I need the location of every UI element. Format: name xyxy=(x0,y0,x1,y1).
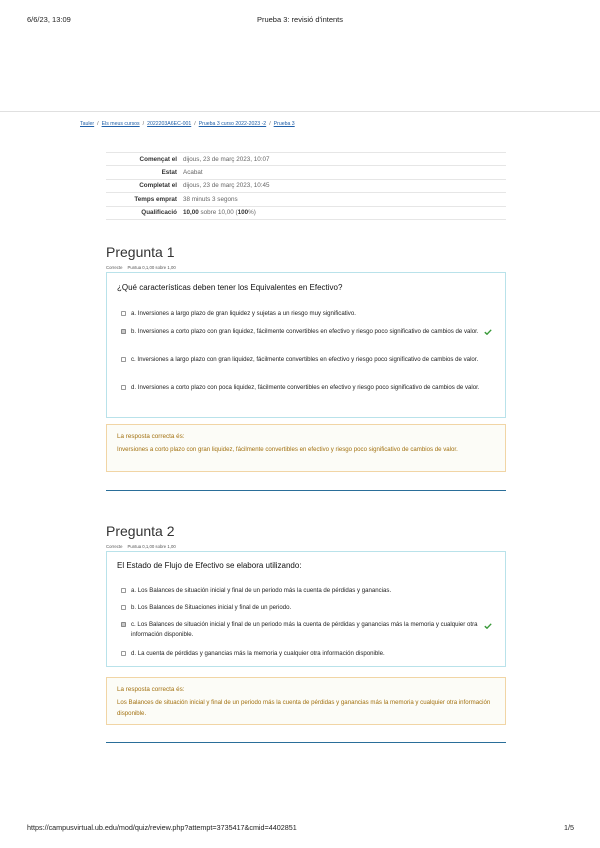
correct-check-icon xyxy=(484,329,492,335)
option-text: b. Inversiones a corto plazo con gran liquidez, fácilmente convertibles en efectivo y riesgo poco significativo de cambios de valor. xyxy=(131,328,479,335)
checkbox[interactable] xyxy=(121,385,126,390)
question-1-meta xyxy=(106,265,181,270)
answer-option[interactable] xyxy=(121,586,481,596)
answer-option[interactable] xyxy=(121,327,481,337)
feedback-label: La resposta correcta és: xyxy=(117,686,185,693)
answer-option[interactable] xyxy=(121,383,481,393)
breadcrumb-separator: / xyxy=(97,121,99,127)
question-1-title: Pregunta 1 xyxy=(106,244,175,260)
question-points: Puntua 0,1,00 sobre 1,00 xyxy=(127,544,176,549)
header-divider xyxy=(0,111,600,112)
attempt-summary-table xyxy=(106,152,506,220)
print-datetime: 6/6/23, 13:09 xyxy=(27,15,71,24)
grade-percent: 100 xyxy=(237,209,249,217)
grade-out-of: sobre 10,00 ( xyxy=(198,209,238,217)
summary-key: Qualificació xyxy=(106,206,183,219)
checkbox-checked[interactable] xyxy=(121,622,126,627)
summary-row xyxy=(106,153,506,166)
question-2-box xyxy=(106,551,506,667)
question-1-box xyxy=(106,272,506,418)
question-status: Correcte xyxy=(106,544,123,549)
breadcrumb-section-link[interactable]: Prueba 3 curso 2022-2023 -2 xyxy=(198,121,267,127)
question-1-text: ¿Qué características deben tener los Equivalentes en Efectivo? xyxy=(117,283,343,292)
checkbox[interactable] xyxy=(121,588,126,593)
question-2-feedback xyxy=(106,677,506,725)
print-page-title: Prueba 3: revisió d'intents xyxy=(256,15,344,24)
question-2-text: El Estado de Flujo de Efectivo se elabora utilizando: xyxy=(117,561,302,570)
breadcrumb-course-link[interactable]: 2022203A6EC-001 xyxy=(147,121,192,127)
answer-option[interactable] xyxy=(121,620,481,641)
breadcrumb-separator: / xyxy=(194,121,196,127)
option-text: c. Inversiones a largo plazo con gran liquidez, fácilmente convertibles en efectivo y riesgo poco significativo de cambios de valor. xyxy=(131,356,479,363)
summary-row xyxy=(106,193,506,206)
option-text: a. Los Balances de situación inicial y final de un periodo más la cuenta de pérdidas y ganancias. xyxy=(131,587,392,594)
breadcrumb-my-courses-link[interactable]: Els meus cursos xyxy=(101,121,140,127)
answer-option[interactable] xyxy=(121,649,481,659)
breadcrumb-separator: / xyxy=(269,121,271,127)
question-2-title: Pregunta 2 xyxy=(106,523,175,539)
breadcrumb-separator: / xyxy=(142,121,145,127)
question-separator xyxy=(106,490,506,491)
grade-score: 10,00 xyxy=(183,209,199,217)
print-page-number: 1/5 xyxy=(564,823,574,832)
summary-row xyxy=(106,179,506,192)
answer-option[interactable] xyxy=(121,355,481,365)
summary-key: Completat el xyxy=(106,179,183,192)
option-text: a. Inversiones a largo plazo de gran liquidez y sujetas a un riesgo muy significativo. xyxy=(131,310,356,317)
option-text: d. La cuenta de pérdidas y ganancias más la memoria y cualquier otra información disponible. xyxy=(131,650,385,657)
grade-percent-suffix: %) xyxy=(248,209,256,217)
checkbox[interactable] xyxy=(121,311,126,316)
summary-value: 38 minuts 3 segons xyxy=(183,193,506,206)
feedback-text: Inversiones a corto plazo con gran liquidez, fácilmente convertibles en efectivo y riesgo poco significativo de cambios de valor. xyxy=(117,446,458,453)
checkbox[interactable] xyxy=(121,357,126,362)
summary-key: Començat el xyxy=(106,153,183,166)
answer-option[interactable] xyxy=(121,309,481,319)
checkbox[interactable] xyxy=(121,651,126,656)
option-text: d. Inversiones a corto plazo con poca liquidez, fácilmente convertibles en efectivo y riesgo poco significativo de cambios de valor. xyxy=(131,384,480,391)
feedback-text: Los Balances de situación inicial y final de un periodo más la cuenta de pérdidas y ganancias más la memoria y cualquier otra información disponible. xyxy=(117,699,491,717)
summary-grade-value xyxy=(183,206,506,219)
breadcrumb xyxy=(80,121,295,127)
checkbox-checked[interactable] xyxy=(121,329,126,334)
question-separator xyxy=(106,742,506,743)
question-1-feedback xyxy=(106,424,506,472)
print-url: https://campusvirtual.ub.edu/mod/quiz/review.php?attempt=3735417&cmid=4402851 xyxy=(27,823,297,832)
breadcrumb-quiz-link[interactable]: Prueba 3 xyxy=(273,121,295,127)
summary-value: Acabat xyxy=(183,166,506,179)
checkbox[interactable] xyxy=(121,605,126,610)
question-points: Puntua 0,1,00 sobre 1,00 xyxy=(127,265,176,270)
breadcrumb-dashboard-link[interactable]: Tauler xyxy=(80,121,95,127)
summary-value: dijous, 23 de març 2023, 10:45 xyxy=(183,179,506,192)
summary-row xyxy=(106,166,506,179)
option-text: c. Los Balances de situación inicial y final de un periodo más la cuenta de pérdidas y ganancias más la memoria y cualquier otra información disponible. xyxy=(131,621,478,639)
question-status: Correcte xyxy=(106,265,123,270)
question-2-meta xyxy=(106,544,181,549)
correct-check-icon xyxy=(484,623,492,629)
summary-value: dijous, 23 de març 2023, 10:07 xyxy=(183,153,506,166)
answer-option[interactable] xyxy=(121,603,481,613)
summary-key: Temps emprat xyxy=(106,193,183,206)
summary-key: Estat xyxy=(106,166,183,179)
summary-row xyxy=(106,206,506,219)
option-text: b. Los Balances de Situaciones inicial y final de un periodo. xyxy=(131,604,292,611)
feedback-label: La resposta correcta és: xyxy=(117,433,185,440)
